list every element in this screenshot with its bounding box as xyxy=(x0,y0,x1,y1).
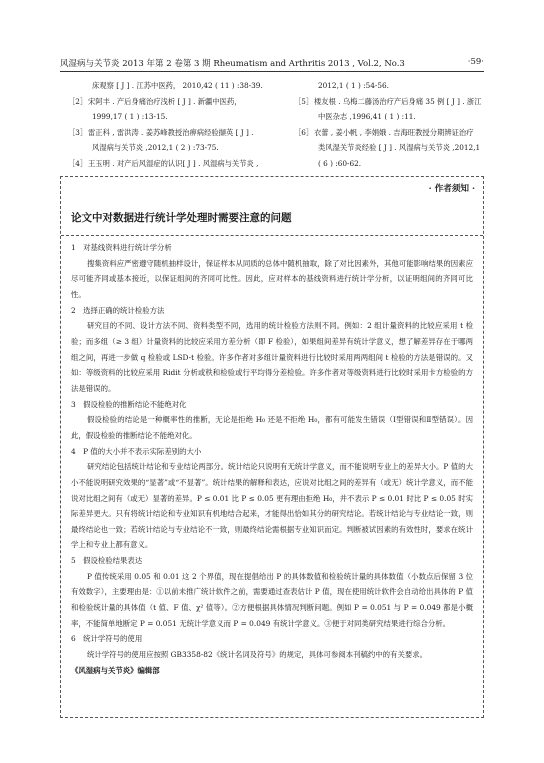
reference-line xyxy=(286,78,486,94)
section-paragraph: P 值传统采用 0.05 和 0.01 这 2 个界值，现在提倡给出 P 的具体数值和检验统计量的具体数值（小数点后保留 3 位有效数字），主要理由是：①以前未推广统计软件之前，需要通过查表估计 P 值，现在使用统计软件会自动给出具体的 P 值和检验统计量的具体值（t 值、F 值、χ² 值等）。②方便根据具体情况判断问题。例如 P = 0.051 与 P = 0.049 都是小概率，不能简单地断定 P = 0.051 无统计学意义而 P = 0.049 有统计学意义。③便于对同类研究结果进行综合分析。 xyxy=(71,571,473,628)
reference-number: ［6］ xyxy=(294,127,314,137)
reference-text: 中医杂志 ,1996,41 ( 1 ) :11. xyxy=(318,112,416,122)
reference-text: 王玉明 . 对产后风湿症的认识[ J ] . 风湿病与关节炎 , xyxy=(88,158,259,168)
section-paragraph: 研究目的不同、设计方法不同、资料类型不同，选用的统计检验方法则不同。例如：2 组计量资料的比较应采用 t 检验；而多组（≥ 3 组）计量资料的比较应采用方差分析（即 F 检验），如果组间差异有统计学意义，想了解差异存在于哪两组之间，再进一步做 q 检验或 LSD-t 检验。许多作者对多组计量资料进行比较时采用两两组间 t 检验的方法是错误的。又如：等级资料的比较应采用 Ridit 分析或秩和检验或行平均得分差检验。许多作者对等级资料进行比较时采用卡方检验的方法是错误的。 xyxy=(71,321,473,393)
section-paragraph: 研究结论包括统计结论和专业结论两部分。统计结论只说明有无统计学意义，而不能说明专业上的差异大小。P 值的大小不能说明研究效果的“显著”或“不显著”。统计结果的解释和表达，应说对比组之间的差异有（或无）统计学意义，而不能说对比组之间有（或无）显著的差异。P ≤ 0.01 比 P ≤ 0.05 更有理由拒绝 H₀，并不表示 P ≤ 0.01 时比 P ≤ 0.05 时实际差异更大。只有将统计结论和专业知识有机地结合起来，才能得出恰如其分的研究结论。若统计结论与专业结论一致，则最终结论也一致；若统计结论与专业结论不一致，则最终结论需根据专业知识而定。判断被试因素的有效性时，要求在统计学上和专业上都有意义。 xyxy=(71,462,473,550)
reference-text: ( 6 ) :60-62. xyxy=(318,158,362,168)
reference-line xyxy=(286,140,486,156)
reference-column-left xyxy=(60,78,265,172)
editorial-signature: 《风湿病与关节炎》编辑部 xyxy=(71,665,160,675)
section-heading: 1 对基线资料进行统计学分析 xyxy=(71,243,172,252)
section-heading: 6 统计学符号的使用 xyxy=(71,634,143,644)
reference-line xyxy=(60,78,265,94)
notice-title: 论文中对数据进行统计学处理时需要注意的问题 xyxy=(71,212,292,224)
page-number: ·59· xyxy=(467,57,484,67)
reference-number: ［2］ xyxy=(68,96,88,106)
reference-text: 床观察 [ J ] . 江苏中医药， 2010,42 ( 11 ) :38-39. xyxy=(92,81,263,90)
reference-line xyxy=(60,109,265,125)
section-paragraph: 搜集资料应严密遵守随机抽样设计，保证样本从同质的总体中随机抽取，除了对比因素外，其他可能影响结果的因素应尽可能齐同或基本接近，以保证组间的齐同可比性。因此，应对样本的基线资料进行统计学分析，以证明组间的齐同可比性。 xyxy=(71,258,473,299)
reference-text: 类风湿关节炎经验 [ J ] . 风湿病与关节炎 ,2012,1 xyxy=(318,143,481,153)
section-heading: 4 P 值的大小并不表示实际差别的大小 xyxy=(71,446,202,456)
notice-tag: · 作者须知 · xyxy=(428,184,475,194)
reference-line xyxy=(60,94,265,110)
reference-column-right xyxy=(286,78,486,172)
reference-text: 风湿病与关节炎 ,2012,1 ( 2 ) :73-75. xyxy=(92,143,219,153)
author-notice-box xyxy=(60,176,484,718)
reference-line xyxy=(60,156,265,172)
reference-line xyxy=(286,109,486,125)
notice-divider xyxy=(61,235,483,236)
reference-number: ［5］ xyxy=(294,96,314,106)
reference-text: 楼友根 . 乌梅二藤汤治疗产后身痛 35 例 [ J ] . 浙江 xyxy=(314,96,482,106)
section-paragraph: 统计学符号的使用应按照 GB3358-82《统计名词及符号》的规定，具体可参阅本刊稿约中的有关要求。 xyxy=(87,650,428,660)
journal-header: 风湿病与关节炎 2013 年第 2 卷第 3 期 Rheumatism and Arthritis 2013 , Vol.2, No.3 xyxy=(60,59,405,69)
notice-content xyxy=(71,240,473,678)
reference-line xyxy=(60,125,265,141)
reference-text: 宋阿丰 . 产后身痛治疗浅析 [ J ] . 新疆中医药， xyxy=(88,96,242,106)
reference-text: 衣蕾 , 姜小帆 , 李娟娥 . 吉海旺教授分期辨证治疗 xyxy=(314,127,474,137)
reference-text: 2012,1 ( 1 ) :54-56. xyxy=(318,81,389,90)
reference-text: 1999,17 ( 1 ) :13-15. xyxy=(92,112,168,122)
reference-number: ［3］ xyxy=(68,127,88,137)
section-heading: 3 假设检验的推断结论不能绝对化 xyxy=(71,399,187,409)
reference-line xyxy=(286,94,486,110)
reference-line xyxy=(286,156,486,172)
reference-number: ［4］ xyxy=(68,158,88,168)
running-header xyxy=(60,57,484,72)
section-paragraph: 假设检验的结论是一种概率性的推断，无论是拒绝 H₀ 还是不拒绝 H₀，都有可能发生错误（Ⅰ型错误和Ⅱ型错误）。因此，假设检验的推断结论不能绝对化。 xyxy=(71,415,473,440)
reference-line xyxy=(60,140,265,156)
reference-line xyxy=(286,125,486,141)
reference-text: 雷正科 , 雷洪涛 . 姜苏峰教授治痹病经验撷英 [ J ] . xyxy=(88,127,254,137)
section-heading: 5 假设检验结果表达 xyxy=(71,556,143,566)
section-heading: 2 选择正确的统计检验方法 xyxy=(71,305,165,315)
